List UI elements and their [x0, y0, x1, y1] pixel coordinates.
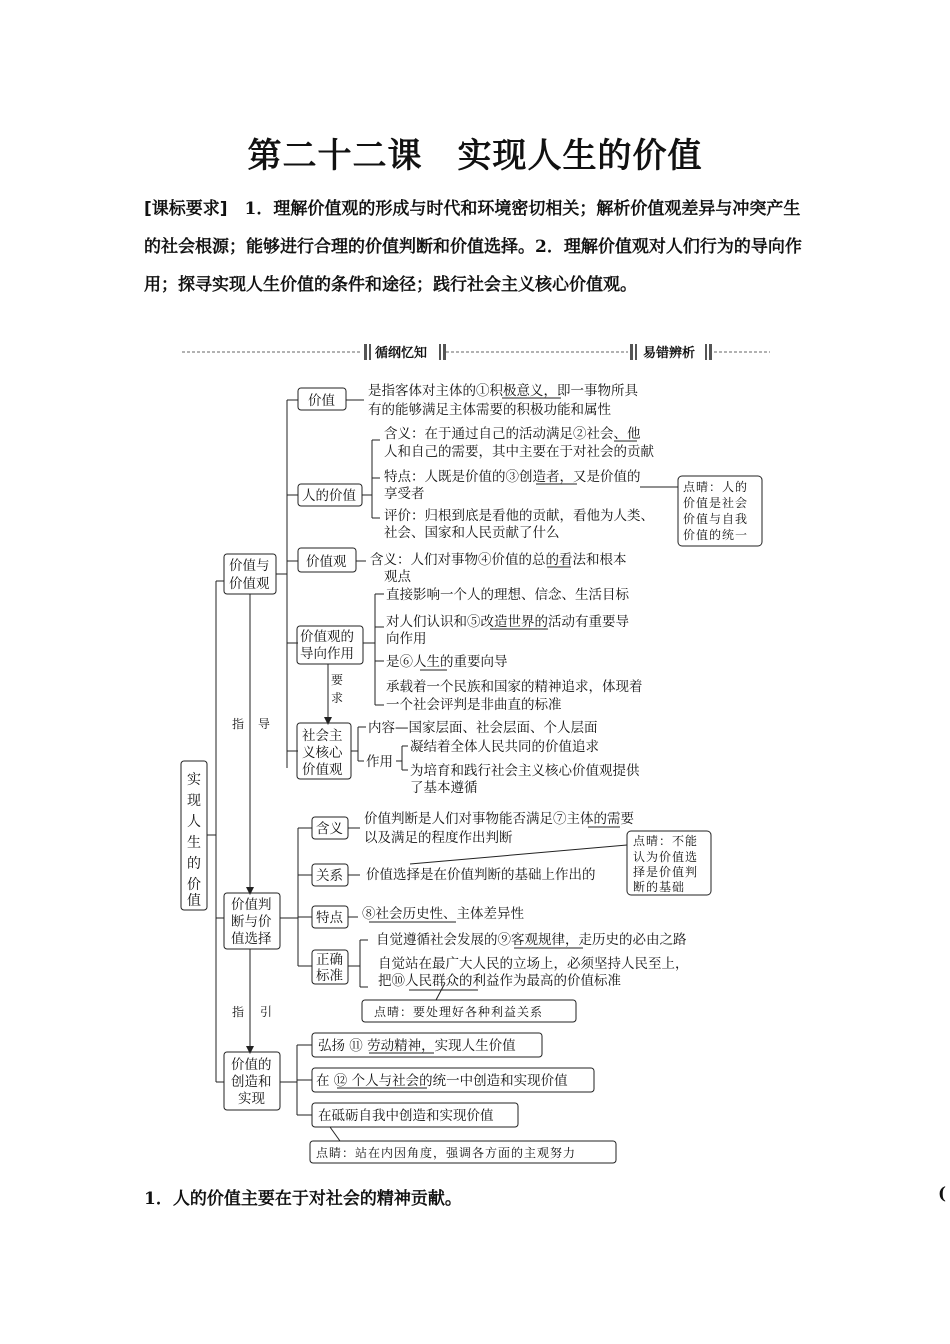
realize-item: 在 ⑫ 个人与社会的统一中创造和实现价值	[316, 1073, 568, 1089]
judgement-note: 断的基础	[633, 880, 686, 894]
page-title: 第二十二课 实现人生的价值	[247, 136, 703, 176]
root-char: 实	[187, 772, 201, 788]
judgement-meaning: 以及满足的程度作出判断	[364, 830, 513, 846]
root-char: 现	[187, 793, 201, 809]
branch3-label: 价值的	[231, 1057, 272, 1073]
judgement-note2: 点晴：要处理好各种利益关系	[374, 1005, 544, 1019]
person-value-note: 价值是社会	[683, 496, 749, 510]
branch3-label: 创造和	[231, 1074, 272, 1090]
branch1-label: 价值与	[229, 558, 270, 574]
guide-label: 导	[258, 717, 271, 731]
guide-label: 指	[232, 1005, 245, 1019]
judgement-relation: 价值选择是在价值判断的基础上作出的	[366, 867, 596, 883]
branch2-label: 价值判	[231, 897, 272, 913]
value-definition: 是指客体对主体的①积极意义，即一事物所具	[368, 383, 638, 399]
answer-paren: (	[938, 1184, 947, 1204]
core-box: 义核心	[302, 745, 343, 761]
judgement-note: 择是价值判	[633, 865, 699, 879]
branch3-label: 实现	[238, 1091, 265, 1107]
branch2-label: 断与价	[231, 914, 272, 930]
core-role: 作用	[366, 754, 393, 770]
require-label: 要	[331, 673, 344, 687]
value-view-meaning: 含义：人们对事物④价值的总的看法和根本	[370, 552, 627, 568]
person-value-note: 价值的统一	[683, 528, 749, 542]
judgement-standard: 自觉站在最广大人民的立场上，必须坚持人民至上，	[378, 956, 689, 972]
question-1: 1．人的价值主要在于对社会的精神贡献。	[144, 1189, 462, 1209]
root-char: 人	[187, 814, 201, 830]
guidance-box: 导向作用	[300, 646, 354, 662]
value-view-meaning: 观点	[384, 569, 411, 585]
judgement-relation-box: 关系	[316, 868, 343, 884]
value-box: 价值	[308, 393, 335, 409]
guidance-item: 对人们认识和⑤改造世界的活动有重要导	[386, 614, 629, 630]
judgement-meaning-box: 含义	[316, 821, 343, 837]
realize-item: 在砥砺自我中创造和实现价值	[318, 1108, 494, 1124]
person-value-feature: 享受者	[384, 486, 425, 502]
realize-note: 点睛：站在内因角度，强调各方面的主观努力	[316, 1146, 577, 1160]
person-value-feature: 特点：人既是价值的③创造者，又是价值的	[384, 469, 641, 485]
root-node	[187, 772, 201, 909]
realize-item: 弘扬 ⑪ 劳动精神，实现人生价值	[318, 1038, 516, 1054]
person-value-eval: 社会、国家和人民贡献了什么	[384, 525, 560, 541]
core-box: 社会主	[302, 728, 343, 744]
guidance-item: 一个社会评判是非曲直的标准	[386, 697, 562, 713]
judgement-standard: 自觉遵循社会发展的⑨客观规律，走历史的必由之路	[376, 932, 687, 948]
root-char: 价	[187, 877, 201, 893]
judgement-note: 认为价值选	[633, 850, 699, 864]
person-value-note: 点晴：人的	[683, 480, 749, 494]
person-value-box: 人的价值	[302, 488, 356, 504]
core-role-item: 为培育和践行社会主义核心价值观提供	[410, 763, 640, 779]
root-char: 值	[187, 893, 201, 909]
person-value-meaning: 含义：在于通过自己的活动满足②社会、他	[384, 426, 641, 442]
guide-label: 引	[260, 1005, 273, 1019]
guidance-item: 是⑥人生的重要向导	[386, 654, 508, 670]
judgement-standard: 把⑩人民群众的利益作为最高的价值标准	[378, 973, 621, 989]
judgement-standard-box: 标准	[316, 968, 343, 984]
judgement-meaning: 价值判断是人们对事物能否满足⑦主体的需要	[364, 811, 634, 827]
person-value-note: 价值与自我	[683, 512, 749, 526]
judgement-standard-box: 正确	[316, 952, 343, 968]
requirements-tag: [课标要求]	[144, 199, 228, 219]
person-value-eval: 评价：归根到底是看他的贡献，看他为人类、	[384, 508, 654, 524]
guidance-item: 向作用	[386, 631, 427, 647]
core-role-item: 了基本遵循	[410, 780, 478, 796]
judgement-feature: ⑧社会历史性、主体差异性	[362, 906, 524, 922]
person-value-meaning: 人和自己的需要，其中主要在于对社会的贡献	[384, 444, 654, 460]
root-char: 生	[187, 835, 201, 851]
value-view-box: 价值观	[306, 554, 347, 570]
branch2-label: 值选择	[231, 931, 272, 947]
value-definition: 有的能够满足主体需要的积极功能和属性	[368, 402, 611, 418]
core-content: 内容—国家层面、社会层面、个人层面	[368, 720, 598, 736]
tab-review: 循纲忆知	[375, 346, 428, 361]
tab-errors: 易错辨析	[643, 346, 696, 361]
root-char: 的	[187, 856, 201, 872]
guidance-box: 价值观的	[300, 629, 354, 645]
guide-label: 指	[232, 717, 245, 731]
requirements-text: 1．理解价值观的形成与时代和环境密切相关；解析价值观差异与冲突产生的社会根源；能够进行合理的价值判断和价值选择。2．理解价值观对人们行为的导向作用；探寻实现人生价值的条件和途径；践行社会主义核心价值观。	[144, 199, 802, 295]
guidance-item: 承载着一个民族和国家的精神追求，体现着	[386, 679, 643, 695]
core-box: 价值观	[302, 762, 343, 778]
judgement-feature-box: 特点	[316, 910, 343, 926]
core-role-item: 凝结着全体人民共同的价值追求	[410, 739, 599, 755]
guidance-item: 直接影响一个人的理想、信念、生活目标	[386, 587, 629, 603]
section-header	[182, 344, 770, 361]
require-label: 求	[331, 691, 344, 705]
branch1-label: 价值观	[229, 576, 270, 592]
judgement-note: 点晴：不能	[633, 834, 699, 848]
